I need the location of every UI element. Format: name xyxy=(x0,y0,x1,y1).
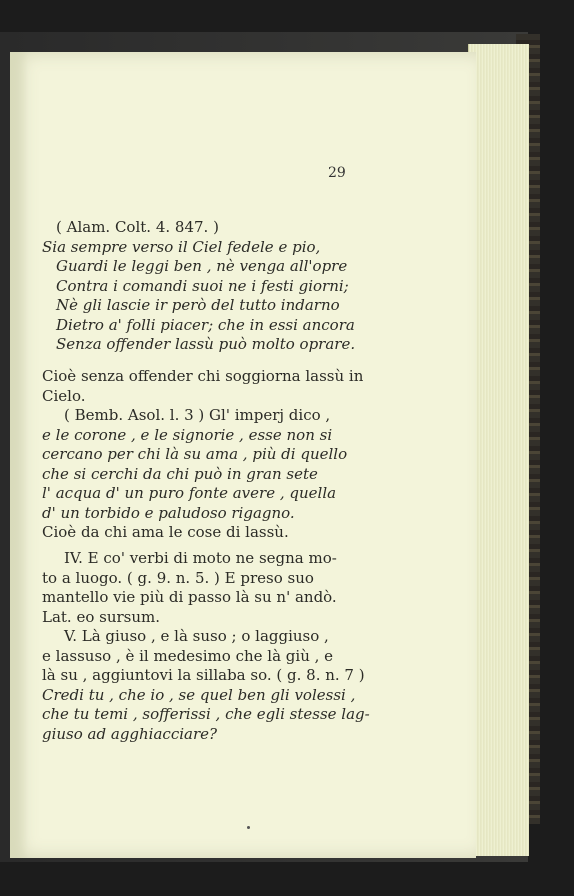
text-line: giuso ad agghiacciare? xyxy=(42,724,218,743)
text-line: IV. E co' verbi di moto ne segna mo- xyxy=(64,549,337,567)
verse-line: Nè gli lascie ir però del tutto indarno xyxy=(56,296,340,314)
verse-line: Contra i comandi suoi ne i festi giorni; xyxy=(56,276,349,295)
text-line: che tu temi , sofferissi , che egli stesse lag- xyxy=(42,705,370,723)
text-line: d' un torbido e paludoso rigagno. xyxy=(42,503,295,522)
text-line: Lat. eo sursum. xyxy=(42,607,161,626)
text-line: cercano per chi là su ama , più di quello xyxy=(42,445,348,463)
text-line: e le corone , e le signorie , esse non si xyxy=(42,425,333,444)
verse-line: Dietro a' folli piacer; che in essi ancora xyxy=(56,315,355,334)
gutter-shadow xyxy=(10,52,28,858)
text-line: ( Bemb. Asol. l. 3 ) Gl' imperj dico , xyxy=(64,406,331,424)
text-line: l' acqua d' un puro fonte avere , quella xyxy=(42,484,337,502)
text-line: Credi tu , che io , se quel ben gli volessi , xyxy=(42,685,356,704)
text-line: che si cerchi da chi può in gran sete xyxy=(42,464,318,483)
text-line: to a luogo. ( g. 9. n. 5. ) E preso suo xyxy=(42,568,314,587)
text-line: V. Là giuso , e là suso ; o laggiuso , xyxy=(64,627,329,645)
citation: ( Alam. Colt. 4. 847. ) xyxy=(56,218,219,236)
verse-line: Senza offender lassù può molto oprare. xyxy=(56,335,356,353)
book-page xyxy=(10,52,476,858)
text-line: e lassuso , è il medesimo che là giù , e xyxy=(42,646,334,665)
text-line: Cielo. xyxy=(42,386,86,405)
text-line: là su , aggiuntovi la sillaba so. ( g. 8. n. 7 ) xyxy=(42,666,365,684)
section-bembo xyxy=(42,367,364,543)
page-number: 29 xyxy=(328,165,346,181)
verse-line: Guardi le leggi ben , nè venga all'opre xyxy=(56,257,348,275)
text-line: mantello vie più di passo là su n' andò. xyxy=(42,588,337,606)
verse-line: Sia sempre verso il Ciel fedele e pio, xyxy=(42,237,321,256)
section-quote-alamanni xyxy=(42,218,358,355)
page-edges xyxy=(468,44,529,856)
section-iv-v xyxy=(42,549,370,744)
ink-speck xyxy=(247,826,250,829)
text-line: Cioè senza offender chi soggiorna lassù in xyxy=(42,367,364,385)
text-line: Cioè da chi ama le cose di lassù. xyxy=(42,523,289,541)
